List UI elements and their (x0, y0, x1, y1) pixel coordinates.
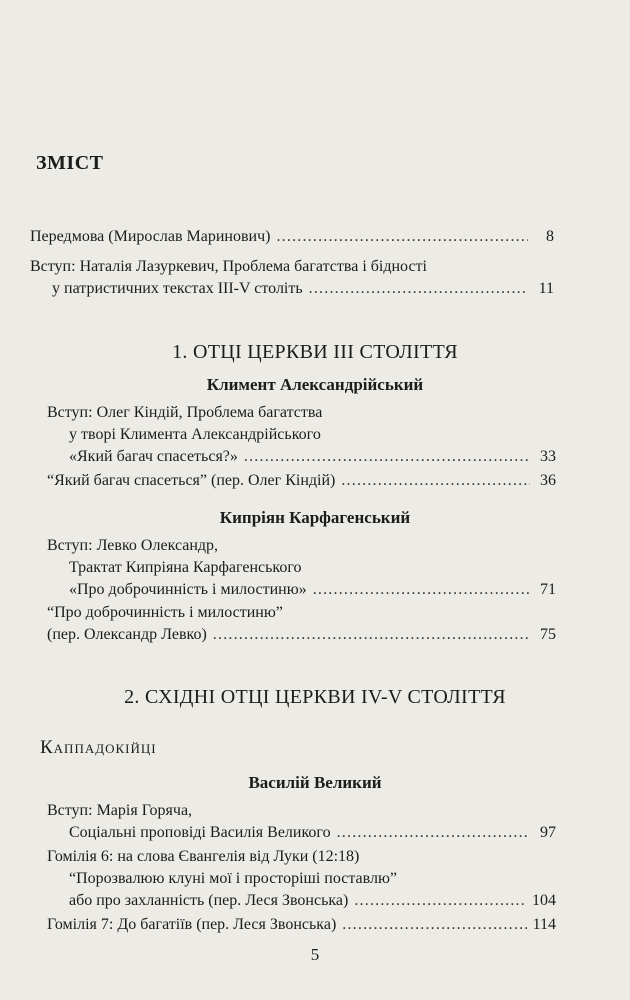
toc-entry-text: “Який багач спасеться” (пер. Олег Кіндій) (47, 472, 336, 489)
toc-page-number: 97 (540, 824, 556, 841)
toc-entry (47, 602, 556, 646)
group-heading: Каппадокійці (40, 737, 157, 758)
page-number: 5 (310, 945, 320, 964)
toc-entry-intro (30, 256, 554, 300)
toc-page-number: 114 (532, 916, 556, 933)
leader-dots (309, 278, 528, 300)
leader-dots (313, 579, 530, 601)
toc-entry-text: Вступ: Наталія Лазуркевич, Проблема багатства і бідності (30, 258, 427, 275)
toc-entry-text: у патристичних текстах III-V століть (52, 280, 303, 297)
author-heading: Кипріян Карфагенський (219, 508, 411, 527)
section-heading: 2. СХІДНІ ОТЦІ ЦЕРКВИ IV-V СТОЛІТТЯ (124, 686, 506, 708)
leader-dots (342, 914, 526, 936)
toc-entry-text: «Про доброчинність і милостиню» (69, 581, 307, 598)
toc-entry (47, 535, 556, 601)
page-title: ЗМІСТ (36, 152, 104, 174)
toc-entry (47, 402, 556, 468)
leader-dots (213, 624, 530, 646)
leader-dots (244, 446, 530, 468)
author-heading: Василій Великий (248, 773, 382, 792)
toc-entry-text: Вступ: Левко Олександр, (47, 537, 219, 554)
toc-entry-text: “Порозвалюю клуні мої і просторіші поставлю” (69, 870, 398, 887)
toc-page-number: 8 (546, 228, 554, 245)
toc-entry (47, 914, 556, 936)
toc-entry (47, 470, 556, 492)
toc-entry-text: Соціальні проповіді Василія Великого (69, 824, 331, 841)
toc-entry-text: (пер. Олександр Левко) (47, 626, 207, 643)
toc-entry-text: Гомілія 7: До багатіїв (пер. Леся Звонська) (47, 916, 337, 933)
toc-entry-text: «Який багач спасеться?» (69, 448, 238, 465)
toc-entry-text: Трактат Кипріяна Карфагенського (69, 559, 302, 576)
leader-dots (337, 822, 530, 844)
toc-entry-text: або про захланність (пер. Леся Звонська) (69, 892, 349, 909)
leader-dots (276, 226, 528, 248)
toc-page-number: 11 (538, 280, 554, 297)
leader-dots (341, 470, 530, 492)
author-heading: Климент Александрійський (206, 375, 424, 394)
toc-entry-text: Гомілія 6: на слова Євангелія від Луки (12:18) (47, 848, 360, 865)
toc-entry (47, 846, 556, 912)
toc-entry-text: Передмова (Мирослав Маринович) (30, 228, 271, 245)
section-heading: 1. ОТЦІ ЦЕРКВИ III СТОЛІТТЯ (172, 341, 458, 363)
toc-entry-preface (30, 226, 554, 248)
toc-entry-text: Вступ: Олег Кіндій, Проблема багатства (47, 404, 323, 421)
toc-entry-text: “Про доброчинність і милостиню” (47, 604, 283, 621)
toc-page-number: 36 (540, 472, 556, 489)
toc-page-number: 33 (540, 448, 556, 465)
leader-dots (354, 890, 526, 912)
toc-entry-text: Вступ: Марія Горяча, (47, 802, 193, 819)
toc-page-number: 75 (540, 626, 556, 643)
toc-entry-text: у творі Климента Александрійського (69, 426, 321, 443)
toc-entry (47, 800, 556, 844)
toc-page-number: 71 (540, 581, 556, 598)
toc-page-number: 104 (532, 892, 556, 909)
